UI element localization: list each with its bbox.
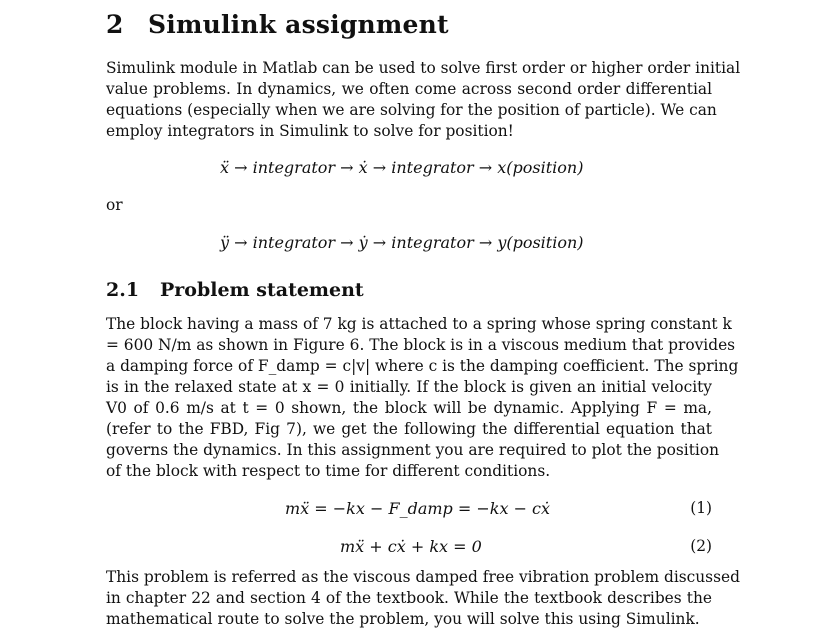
problem-line-5: V0 of 0.6 m/s at t = 0 shown, the block will be dynamic. Applying F = ma, <box>106 399 712 417</box>
equation-2: mẍ + cẋ + kx = 0 <box>340 537 482 556</box>
equation-1: mẍ = −kx − F_damp = −kx − cẋ <box>285 499 551 518</box>
or-connector: or <box>106 196 123 214</box>
equation-2-number: (2) <box>690 537 712 555</box>
intro-paragraph <box>106 58 741 142</box>
intro-line-4: employ integrators in Simulink to solve for position! <box>106 122 514 140</box>
closing-line-2: in chapter 22 and section 4 of the textbook. While the textbook describes the <box>106 589 712 607</box>
subsection-heading <box>106 279 364 301</box>
problem-line-1: The block having a mass of 7 kg is attached to a spring whose spring constant k <box>106 315 732 333</box>
problem-line-2: = 600 N/m as shown in Figure 6. The block is in a viscous medium that provides <box>106 336 736 354</box>
section-title: Simulink assignment <box>148 10 449 39</box>
intro-line-1: Simulink module in Matlab can be used to solve first order or higher order initial <box>106 59 741 77</box>
problem-line-6: (refer to the FBD, Fig 7), we get the following the differential equation that <box>106 420 712 438</box>
problem-paragraph <box>106 314 739 482</box>
subsection-number: 2.1 <box>106 279 140 301</box>
problem-line-3: a damping force of F_damp = c|v| where c is the damping coefficient. The spring <box>106 357 739 375</box>
closing-line-3: mathematical route to solve the problem, you will solve this using Simulink. <box>106 610 700 628</box>
problem-line-4: is in the relaxed state at x = 0 initially. If the block is given an initial velocity <box>106 378 712 396</box>
problem-line-8: of the block with respect to time for different conditions. <box>106 462 551 480</box>
intro-line-2: value problems. In dynamics, we often come across second order differential <box>106 80 712 98</box>
subsection-title: Problem statement <box>160 279 364 301</box>
section-heading <box>106 10 449 39</box>
closing-line-1: This problem is referred as the viscous damped free vibration problem discussed <box>106 568 740 586</box>
problem-line-7: governs the dynamics. In this assignment you are required to plot the position <box>106 441 720 459</box>
integrator-chain-x: ẍ → integrator → ẋ → integrator → x(position) <box>220 158 584 177</box>
closing-paragraph <box>106 567 740 630</box>
equation-1-number: (1) <box>690 499 712 517</box>
integrator-chain-y: ÿ → integrator → ẏ → integrator → y(position) <box>220 233 584 252</box>
section-number: 2 <box>106 10 124 39</box>
intro-line-3: equations (especially when we are solving for the position of particle). We can <box>106 101 717 119</box>
